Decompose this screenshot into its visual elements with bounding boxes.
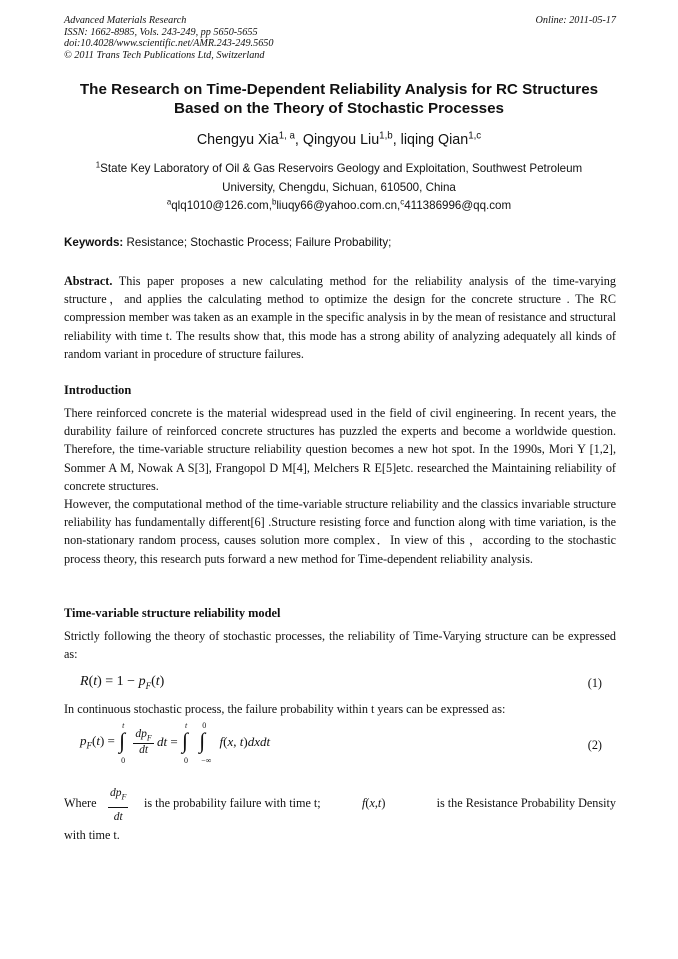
affiliation-line-1 bbox=[40, 160, 638, 179]
author-affil-mark: 1, a bbox=[278, 130, 295, 142]
affiliation-text: State Key Laboratory of Oil & Gas Reservoirs Geology and Exploitation, Southwest Petroleum bbox=[100, 162, 583, 175]
online-date: Online: 2011-05-17 bbox=[535, 15, 616, 26]
email-address[interactable]: qlq1010@126.com, bbox=[171, 199, 272, 212]
equation-1 bbox=[64, 673, 616, 697]
issn-line: ISSN: 1662-8985, Vols. 243-249, pp 5650-5655 bbox=[64, 26, 258, 38]
model-heading: Time-variable structure reliability model bbox=[64, 606, 281, 620]
author-list bbox=[40, 131, 638, 149]
author-affil-mark: 1,c bbox=[468, 130, 482, 142]
email-mark: a bbox=[166, 197, 172, 207]
model-paragraph-1: Strictly following the theory of stochastic processes, the reliability of Time-Varying structure can be expressed as: bbox=[64, 629, 616, 662]
model-paragraph-2: In continuous stochastic process, the failure probability within t years can be expressed as: bbox=[64, 702, 506, 716]
author-separator: , bbox=[294, 132, 303, 148]
where-end-text: is the Resistance Probability Density bbox=[436, 796, 616, 810]
introduction-paragraph-2: However, the computational method of the time-variable structure reliability and the classics invariable structure reliability has fundamentally different[6] .Structure resisting force and function along with time variation, is the non-stationary random process, causes solution more complex．In view of this ，according to the stochastic process theory, this research puts forward a new method for Time-dependent reliability analysis. bbox=[64, 497, 616, 566]
where-label: Where bbox=[64, 796, 97, 810]
where-function: f(x,t) bbox=[362, 796, 386, 810]
journal-header bbox=[64, 15, 616, 61]
author-name: Qingyou Liu bbox=[302, 132, 380, 148]
title-line-1: The Research on Time-Dependent Reliability Analysis for RC Structures bbox=[79, 81, 599, 98]
keywords-text: Resistance; Stochastic Process; Failure Probability; bbox=[123, 236, 392, 249]
equation-2-formula: $p_F(t)$ = ∫ t 0 $\frac{dp_F}{dt}$ dt = ∫ t 0 ∫ 0 −∞ f(x, t)dxdt bbox=[80, 721, 271, 765]
abstract-label: Abstract. bbox=[64, 274, 113, 288]
equation-1-formula: $R(t) = 1 - p_F(t)$ bbox=[80, 674, 165, 691]
where-line bbox=[64, 784, 616, 824]
keywords-line bbox=[64, 236, 616, 250]
abstract-paragraph bbox=[64, 272, 616, 363]
doi-line: doi:10.4028/www.scientific.net/AMR.243-249.5650 bbox=[64, 38, 274, 49]
affiliation-line-2: University, Chengdu, Sichuan, 610500, China bbox=[222, 180, 456, 194]
affiliation-block bbox=[40, 160, 638, 216]
where-fraction: $dp_F$ dt bbox=[108, 784, 128, 826]
abstract-text: This paper proposes a new calculating method for the reliability analysis of the time-varying structure，and applies the calculating method to optimize the design for the concrete structure . The RC compression member was taken as an example in the specific analysis in by the mean of resistance and structural reliability with time t. The results show that, this mode has a strong ability of analyzing adequately all kinds of random variant in procedure of structure failures. bbox=[64, 274, 616, 361]
author-affil-mark: 1,b bbox=[379, 130, 393, 142]
email-line bbox=[40, 197, 638, 216]
introduction-heading: Introduction bbox=[64, 383, 132, 397]
email-address[interactable]: liuqy66@yahoo.com.cn, bbox=[276, 199, 401, 212]
email-address[interactable]: 411386996@qq.com bbox=[404, 199, 512, 212]
equation-2 bbox=[64, 721, 616, 770]
email-mark: c bbox=[400, 197, 405, 207]
author-name: Chengyu Xia bbox=[196, 132, 279, 148]
introduction-paragraph-1: There reinforced concrete is the material widespread used in the field of civil engineering. In recent years, the durability failure of reinforced concrete structures has puzzled the experts and become a worldwide question. Therefore, the time-variable structure reliability question becomes a new hot spot. In the 1990s, Mori Y [1,2], Sommer A M, Nowak A S[3], Frangopol D M[4], Melchers R E[5]etc. researched the Maintaining reliability of concrete structures. bbox=[64, 406, 616, 493]
copyright-line: © 2011 Trans Tech Publications Ltd, Switzerland bbox=[64, 49, 265, 61]
journal-name: Advanced Materials Research bbox=[64, 15, 187, 26]
where-middle-text: is the probability failure with time t; bbox=[144, 796, 321, 810]
equation-2-number: (2) bbox=[587, 738, 602, 752]
title-line-2: Based on the Theory of Stochastic Processes bbox=[173, 100, 504, 117]
keywords-label: Keywords: bbox=[64, 236, 124, 249]
author-name: liqing Qian bbox=[400, 132, 469, 148]
email-mark: b bbox=[271, 197, 277, 207]
where-tail: with time t. bbox=[64, 828, 120, 842]
author-separator: , bbox=[392, 132, 401, 148]
equation-1-number: (1) bbox=[587, 676, 602, 690]
affil-mark: 1 bbox=[95, 160, 101, 170]
paper-title bbox=[40, 80, 638, 118]
